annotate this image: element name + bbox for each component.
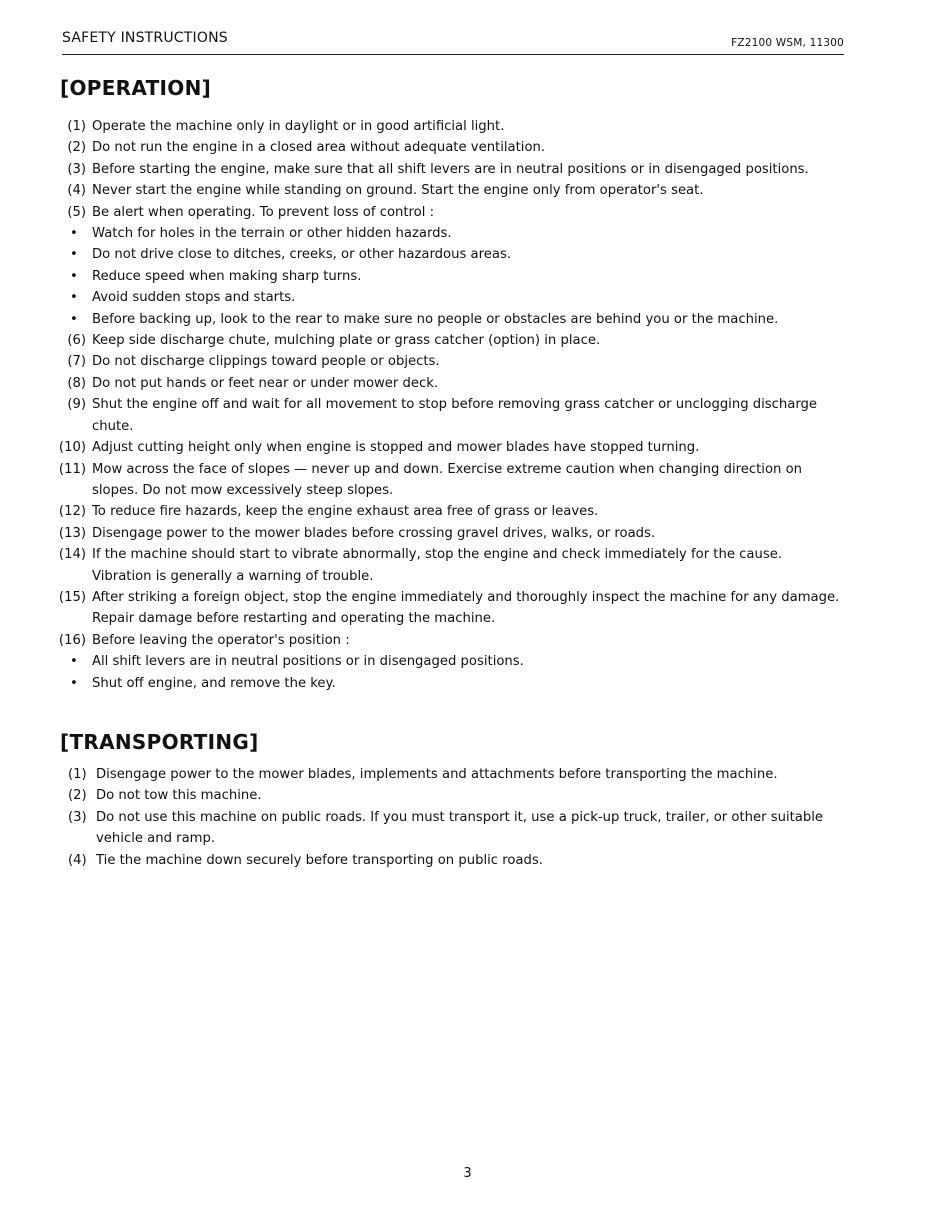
- transporting-list: [52, 764, 842, 871]
- item-marker: (4): [67, 183, 86, 199]
- bullet-icon: •: [70, 311, 78, 327]
- item-text: Adjust cutting height only when engine is stopped and mower blades have stopped turning.: [92, 440, 700, 456]
- item-text: Before leaving the operator's position :: [92, 632, 350, 648]
- list-item: [52, 137, 842, 158]
- item-marker: (11): [58, 461, 86, 477]
- item-marker: (2): [68, 788, 87, 804]
- item-text: All shift levers are in neutral positions or in disengaged positions.: [92, 654, 524, 670]
- item-text: Shut the engine off and wait for all movement to stop before removing grass catcher or unclogging discharge chute.: [92, 397, 818, 434]
- list-item: [52, 351, 842, 372]
- item-text: Keep side discharge chute, mulching plate or grass catcher (option) in place.: [92, 333, 601, 349]
- bullet-item: [52, 244, 842, 265]
- item-marker: (2): [67, 140, 86, 156]
- list-item: [52, 850, 842, 871]
- list-item: [52, 544, 842, 587]
- item-marker: (14): [58, 547, 86, 563]
- bullet-item: [52, 673, 842, 694]
- bullet-icon: •: [70, 290, 78, 306]
- list-item: [52, 807, 842, 850]
- operation-list: [52, 116, 842, 694]
- list-item: [52, 764, 842, 785]
- item-text: Never start the engine while standing on ground. Start the engine only from operator's seat.: [92, 183, 704, 199]
- bullet-item: [52, 223, 842, 244]
- list-item: [52, 116, 842, 137]
- transporting-heading: [TRANSPORTING]: [60, 730, 259, 754]
- list-item: [52, 587, 842, 630]
- item-text: Do not discharge clippings toward people or objects.: [92, 354, 440, 370]
- list-item: [52, 630, 842, 651]
- item-marker: (13): [58, 525, 86, 541]
- item-text: Avoid sudden stops and starts.: [92, 290, 296, 306]
- bullet-icon: •: [70, 247, 78, 263]
- list-item: [52, 159, 842, 180]
- item-marker: (1): [67, 119, 86, 134]
- item-text: Do not put hands or feet near or under mower deck.: [92, 375, 439, 391]
- list-item: [52, 330, 842, 351]
- item-text: Do not run the engine in a closed area without adequate ventilation.: [92, 140, 546, 156]
- item-text: Reduce speed when making sharp turns.: [92, 268, 362, 284]
- item-text: After striking a foreign object, stop the engine immediately and thoroughly inspect the machine for any damage. Repair damage before restarting and operating the machine.: [92, 589, 840, 627]
- item-text: To reduce fire hazards, keep the engine exhaust area free of grass or leaves.: [92, 504, 599, 520]
- bullet-item: [52, 309, 842, 330]
- list-item: [52, 523, 842, 544]
- item-text: Do not tow this machine.: [96, 788, 262, 804]
- item-text: Disengage power to the mower blades before crossing gravel drives, walks, or roads.: [92, 525, 656, 541]
- list-item: [52, 437, 842, 458]
- bullet-item: [52, 651, 842, 672]
- item-marker: (5): [67, 204, 86, 220]
- item-text: Tie the machine down securely before transporting on public roads.: [96, 852, 543, 868]
- list-item: [52, 501, 842, 522]
- list-item: [52, 785, 842, 806]
- item-marker: (3): [67, 161, 86, 177]
- item-text: Do not drive close to ditches, creeks, or other hazardous areas.: [92, 247, 512, 263]
- page-header: [62, 28, 844, 55]
- item-text: Be alert when operating. To prevent loss of control :: [92, 204, 435, 220]
- bullet-item: [52, 287, 842, 308]
- item-text: If the machine should start to vibrate abnormally, stop the engine and check immediately for the cause. Vibration is generally a warning of trouble.: [92, 547, 783, 584]
- item-marker: (4): [68, 852, 87, 868]
- item-marker: (10): [58, 440, 86, 456]
- item-text: Do not use this machine on public roads. If you must transport it, use a pick-up truck, trailer, or other suitable vehicle and ramp.: [96, 809, 824, 847]
- item-marker: (12): [58, 504, 86, 520]
- list-item: [52, 394, 842, 437]
- item-marker: (16): [58, 632, 86, 648]
- item-text: Watch for holes in the terrain or other hidden hazards.: [92, 226, 452, 242]
- item-marker: (6): [67, 333, 86, 349]
- page-number: 3: [463, 1166, 472, 1181]
- item-marker: (7): [67, 354, 86, 370]
- item-marker: (15): [58, 589, 86, 605]
- list-item: [52, 180, 842, 201]
- list-item: [52, 373, 842, 394]
- bullet-item: [52, 266, 842, 287]
- item-marker: (1): [68, 767, 87, 782]
- bullet-icon: •: [70, 675, 78, 691]
- item-text: Mow across the face of slopes — never up and down. Exercise extreme caution when changing direction on slopes. Do not mow excessively steep slopes.: [92, 461, 803, 498]
- item-text: Before backing up, look to the rear to make sure no people or obstacles are behind you or the machine.: [92, 311, 779, 327]
- header-section-title: SAFETY INSTRUCTIONS: [62, 30, 228, 46]
- item-text: Operate the machine only in daylight or in good artificial light.: [92, 119, 505, 134]
- item-marker: (9): [67, 397, 86, 413]
- item-marker: (8): [67, 375, 86, 391]
- list-item: [52, 202, 842, 223]
- bullet-icon: •: [70, 654, 78, 670]
- item-text: Shut off engine, and remove the key.: [92, 675, 336, 691]
- bullet-icon: •: [70, 268, 78, 284]
- item-text: Before starting the engine, make sure that all shift levers are in neutral positions or in disengaged positions.: [92, 161, 809, 177]
- item-marker: (3): [68, 809, 87, 825]
- item-text: Disengage power to the mower blades, implements and attachments before transporting the machine.: [96, 767, 778, 782]
- bullet-icon: •: [70, 226, 78, 242]
- operation-heading: [OPERATION]: [60, 76, 212, 100]
- list-item: [52, 459, 842, 502]
- header-document-code: FZ2100 WSM, 11300: [731, 37, 844, 49]
